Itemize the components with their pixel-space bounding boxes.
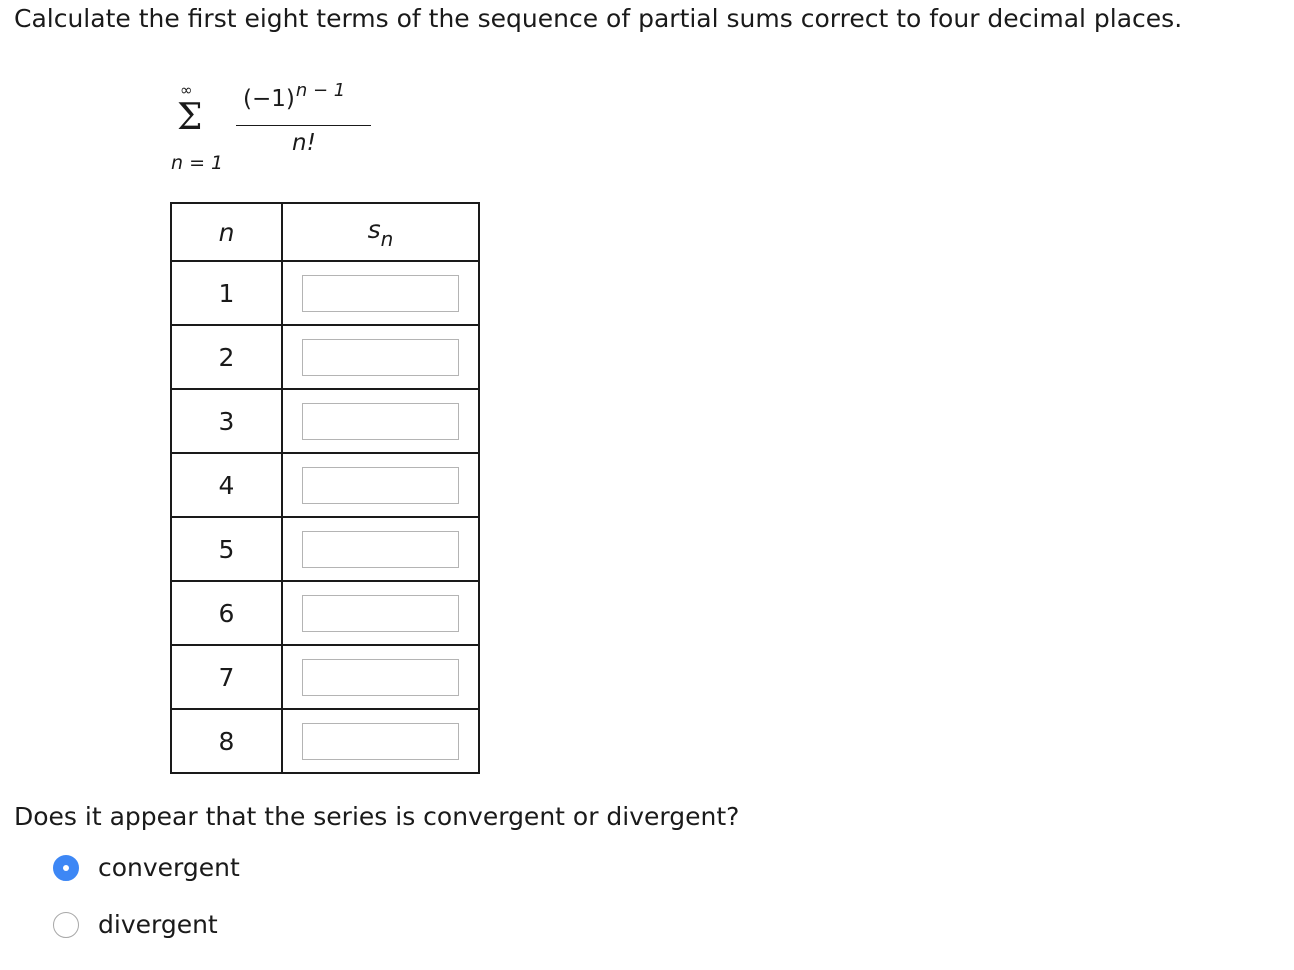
row-answer-cell xyxy=(282,261,479,325)
table-row xyxy=(171,453,479,517)
s1-input[interactable] xyxy=(302,275,459,312)
row-n: 6 xyxy=(171,581,282,645)
table-row xyxy=(171,261,479,325)
s2-input[interactable] xyxy=(302,339,459,376)
row-answer-cell xyxy=(282,389,479,453)
row-n: 4 xyxy=(171,453,282,517)
s7-input[interactable] xyxy=(302,659,459,696)
convergent-label[interactable]: convergent xyxy=(98,853,240,882)
s8-input[interactable] xyxy=(302,723,459,760)
convergent-radio[interactable] xyxy=(53,855,79,881)
row-n: 3 xyxy=(171,389,282,453)
header-n: n xyxy=(171,203,282,261)
row-n: 1 xyxy=(171,261,282,325)
header-sn xyxy=(282,203,479,261)
question-text: Calculate the first eight terms of the sequence of partial sums correct to four decimal places. xyxy=(14,4,1183,33)
table-header-row xyxy=(171,203,479,261)
table-row xyxy=(171,581,479,645)
table-row xyxy=(171,389,479,453)
row-n: 7 xyxy=(171,645,282,709)
option-divergent[interactable] xyxy=(53,910,218,939)
table-row xyxy=(171,709,479,773)
table-row xyxy=(171,645,479,709)
row-answer-cell xyxy=(282,453,479,517)
row-answer-cell xyxy=(282,517,479,581)
sigma-symbol: Σ xyxy=(177,97,203,138)
row-answer-cell xyxy=(282,709,479,773)
series-formula xyxy=(160,80,390,180)
s6-input[interactable] xyxy=(302,595,459,632)
sum-lower-limit: n = 1 xyxy=(171,152,224,174)
s4-input[interactable] xyxy=(302,467,459,504)
numerator-base: (−1) xyxy=(243,86,295,112)
s3-input[interactable] xyxy=(302,403,459,440)
convergence-question: Does it appear that the series is convergent or divergent? xyxy=(14,802,740,831)
s5-input[interactable] xyxy=(302,531,459,568)
fraction-numerator xyxy=(243,80,346,112)
table-row xyxy=(171,325,479,389)
sum-upper-limit: ∞ xyxy=(180,81,193,99)
row-n: 8 xyxy=(171,709,282,773)
fraction-denominator: n! xyxy=(292,130,316,156)
row-n: 5 xyxy=(171,517,282,581)
option-convergent[interactable] xyxy=(53,853,240,882)
row-answer-cell xyxy=(282,581,479,645)
row-n: 2 xyxy=(171,325,282,389)
table-row xyxy=(171,517,479,581)
fraction-bar xyxy=(236,125,371,126)
divergent-label[interactable]: divergent xyxy=(98,910,218,939)
header-s-base: s xyxy=(367,215,381,244)
row-answer-cell xyxy=(282,325,479,389)
partial-sums-table xyxy=(170,202,480,774)
row-answer-cell xyxy=(282,645,479,709)
header-s-sub: n xyxy=(380,227,394,251)
numerator-exponent: n − 1 xyxy=(295,80,346,101)
divergent-radio[interactable] xyxy=(53,912,79,938)
